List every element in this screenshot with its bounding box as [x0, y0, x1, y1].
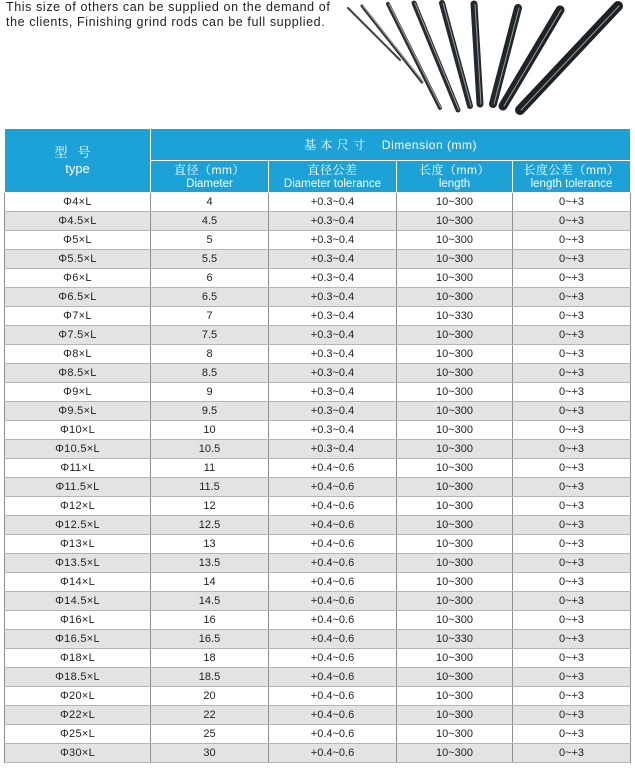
length-tolerance-cell: 0~+3 — [513, 725, 631, 744]
diameter-cell: 8 — [151, 345, 269, 364]
intro-text — [6, 0, 346, 30]
table-row — [5, 326, 631, 345]
length-cell: 10~300 — [397, 687, 513, 706]
type-cell: Φ4.5×L — [5, 212, 151, 231]
type-cell: Φ6×L — [5, 269, 151, 288]
type-cell: Φ7×L — [5, 307, 151, 326]
table-row — [5, 668, 631, 687]
length-tolerance-cell: 0~+3 — [513, 440, 631, 459]
table-row — [5, 212, 631, 231]
diameter-cell: 9.5 — [151, 402, 269, 421]
length-cell: 10~300 — [397, 478, 513, 497]
length-tolerance-cell: 0~+3 — [513, 535, 631, 554]
type-cell: Φ14.5×L — [5, 592, 151, 611]
length-cell: 10~300 — [397, 193, 513, 212]
dimension-group-header: 基 本 尺 寸 Dimension (mm) — [151, 129, 631, 161]
diameter-cell: 11 — [151, 459, 269, 478]
table-row — [5, 402, 631, 421]
diameter-cell: 13 — [151, 535, 269, 554]
table-row — [5, 706, 631, 725]
table-row — [5, 497, 631, 516]
diameter-tolerance-cell: +0.4~0.6 — [269, 706, 397, 725]
diameter-cell: 10 — [151, 421, 269, 440]
intro-line-1: This size of others can be supplied on the demand of — [6, 0, 331, 14]
length-cell: 10~300 — [397, 231, 513, 250]
diameter-tolerance-cell: +0.4~0.6 — [269, 611, 397, 630]
type-cell: Φ13.5×L — [5, 554, 151, 573]
type-cell: Φ6.5×L — [5, 288, 151, 307]
diameter-cell: 10.5 — [151, 440, 269, 459]
table-row — [5, 535, 631, 554]
column-header-diameter-tolerance — [269, 161, 397, 193]
column-header-cn: 直径公差 — [307, 162, 358, 177]
diameter-tolerance-cell: +0.4~0.6 — [269, 649, 397, 668]
diameter-tolerance-cell: +0.3~0.4 — [269, 421, 397, 440]
column-header-length-tolerance — [513, 161, 631, 193]
type-cell: Φ18.5×L — [5, 668, 151, 687]
diameter-tolerance-cell: +0.4~0.6 — [269, 725, 397, 744]
type-cell: Φ18×L — [5, 649, 151, 668]
type-header — [5, 129, 151, 193]
diameter-cell: 5 — [151, 231, 269, 250]
diameter-tolerance-cell: +0.3~0.4 — [269, 383, 397, 402]
diameter-tolerance-cell: +0.4~0.6 — [269, 687, 397, 706]
table-row — [5, 573, 631, 592]
diameter-tolerance-cell: +0.4~0.6 — [269, 573, 397, 592]
type-cell: Φ16×L — [5, 611, 151, 630]
length-tolerance-cell: 0~+3 — [513, 744, 631, 763]
diameter-cell: 7.5 — [151, 326, 269, 345]
length-cell: 10~300 — [397, 611, 513, 630]
length-tolerance-cell: 0~+3 — [513, 250, 631, 269]
column-header-cn: 长度公差（mm） — [523, 162, 620, 177]
length-tolerance-cell: 0~+3 — [513, 611, 631, 630]
table-row — [5, 269, 631, 288]
column-header-en: length — [438, 177, 471, 190]
product-rods-image — [340, 0, 635, 125]
type-header-cn: 型号 — [54, 144, 101, 160]
diameter-tolerance-cell: +0.4~0.6 — [269, 630, 397, 649]
type-cell: Φ16.5×L — [5, 630, 151, 649]
type-cell: Φ25×L — [5, 725, 151, 744]
diameter-cell: 4.5 — [151, 212, 269, 231]
column-header-cn: 直径（mm） — [174, 162, 245, 177]
diameter-tolerance-cell: +0.3~0.4 — [269, 307, 397, 326]
table-row — [5, 383, 631, 402]
length-cell: 10~300 — [397, 288, 513, 307]
table-row — [5, 307, 631, 326]
type-cell: Φ8.5×L — [5, 364, 151, 383]
diameter-cell: 5.5 — [151, 250, 269, 269]
table-row — [5, 231, 631, 250]
table-row — [5, 744, 631, 763]
length-tolerance-cell: 0~+3 — [513, 592, 631, 611]
type-cell: Φ7.5×L — [5, 326, 151, 345]
length-cell: 10~300 — [397, 554, 513, 573]
diameter-cell: 12.5 — [151, 516, 269, 535]
length-cell: 10~300 — [397, 345, 513, 364]
length-cell: 10~300 — [397, 535, 513, 554]
table-row — [5, 478, 631, 497]
diameter-tolerance-cell: +0.4~0.6 — [269, 497, 397, 516]
diameter-tolerance-cell: +0.4~0.6 — [269, 592, 397, 611]
diameter-cell: 13.5 — [151, 554, 269, 573]
length-cell: 10~300 — [397, 402, 513, 421]
length-tolerance-cell: 0~+3 — [513, 649, 631, 668]
diameter-tolerance-cell: +0.3~0.4 — [269, 269, 397, 288]
table-row — [5, 516, 631, 535]
type-cell: Φ8×L — [5, 345, 151, 364]
table-row — [5, 630, 631, 649]
diameter-cell: 25 — [151, 725, 269, 744]
length-tolerance-cell: 0~+3 — [513, 421, 631, 440]
table-row — [5, 725, 631, 744]
length-tolerance-cell: 0~+3 — [513, 269, 631, 288]
diameter-tolerance-cell: +0.4~0.6 — [269, 744, 397, 763]
type-cell: Φ12.5×L — [5, 516, 151, 535]
length-tolerance-cell: 0~+3 — [513, 307, 631, 326]
length-cell: 10~300 — [397, 744, 513, 763]
table-row — [5, 193, 631, 212]
diameter-cell: 12 — [151, 497, 269, 516]
column-header-en: Diameter — [186, 177, 233, 190]
table-row — [5, 649, 631, 668]
diameter-cell: 7 — [151, 307, 269, 326]
length-tolerance-cell: 0~+3 — [513, 383, 631, 402]
length-cell: 10~300 — [397, 649, 513, 668]
diameter-cell: 18 — [151, 649, 269, 668]
diameter-cell: 6 — [151, 269, 269, 288]
diameter-tolerance-cell: +0.3~0.4 — [269, 345, 397, 364]
diameter-tolerance-cell: +0.4~0.6 — [269, 535, 397, 554]
type-cell: Φ10.5×L — [5, 440, 151, 459]
table-body — [5, 193, 631, 763]
type-cell: Φ9×L — [5, 383, 151, 402]
diameter-tolerance-cell: +0.4~0.6 — [269, 554, 397, 573]
diameter-tolerance-cell: +0.3~0.4 — [269, 364, 397, 383]
table-row — [5, 687, 631, 706]
type-cell: Φ11×L — [5, 459, 151, 478]
length-tolerance-cell: 0~+3 — [513, 630, 631, 649]
diameter-tolerance-cell: +0.3~0.4 — [269, 440, 397, 459]
length-cell: 10~300 — [397, 592, 513, 611]
length-tolerance-cell: 0~+3 — [513, 478, 631, 497]
diameter-cell: 30 — [151, 744, 269, 763]
length-cell: 10~300 — [397, 725, 513, 744]
length-tolerance-cell: 0~+3 — [513, 364, 631, 383]
length-tolerance-cell: 0~+3 — [513, 706, 631, 725]
length-tolerance-cell: 0~+3 — [513, 345, 631, 364]
diameter-tolerance-cell: +0.4~0.6 — [269, 459, 397, 478]
table-row — [5, 288, 631, 307]
diameter-tolerance-cell: +0.4~0.6 — [269, 668, 397, 687]
type-cell: Φ5.5×L — [5, 250, 151, 269]
length-tolerance-cell: 0~+3 — [513, 573, 631, 592]
length-cell: 10~300 — [397, 706, 513, 725]
diameter-cell: 18.5 — [151, 668, 269, 687]
diameter-tolerance-cell: +0.3~0.4 — [269, 288, 397, 307]
diameter-cell: 16 — [151, 611, 269, 630]
length-cell: 10~330 — [397, 307, 513, 326]
length-tolerance-cell: 0~+3 — [513, 231, 631, 250]
diameter-tolerance-cell: +0.3~0.4 — [269, 231, 397, 250]
table-row — [5, 554, 631, 573]
diameter-tolerance-cell: +0.3~0.4 — [269, 250, 397, 269]
diameter-cell: 8.5 — [151, 364, 269, 383]
diameter-tolerance-cell: +0.3~0.4 — [269, 326, 397, 345]
type-cell: Φ12×L — [5, 497, 151, 516]
diameter-cell: 14 — [151, 573, 269, 592]
length-tolerance-cell: 0~+3 — [513, 554, 631, 573]
diameter-cell: 14.5 — [151, 592, 269, 611]
table-row — [5, 345, 631, 364]
length-cell: 10~300 — [397, 326, 513, 345]
type-header-en: type — [65, 160, 90, 176]
table-row — [5, 440, 631, 459]
length-tolerance-cell: 0~+3 — [513, 687, 631, 706]
diameter-cell: 6.5 — [151, 288, 269, 307]
type-cell: Φ30×L — [5, 744, 151, 763]
type-cell: Φ10×L — [5, 421, 151, 440]
diameter-tolerance-cell: +0.4~0.6 — [269, 478, 397, 497]
length-cell: 10~300 — [397, 269, 513, 288]
length-cell: 10~300 — [397, 421, 513, 440]
diameter-tolerance-cell: +0.4~0.6 — [269, 516, 397, 535]
length-cell: 10~300 — [397, 573, 513, 592]
length-cell: 10~330 — [397, 630, 513, 649]
length-tolerance-cell: 0~+3 — [513, 212, 631, 231]
type-cell: Φ22×L — [5, 706, 151, 725]
diameter-cell: 22 — [151, 706, 269, 725]
length-tolerance-cell: 0~+3 — [513, 193, 631, 212]
diameter-tolerance-cell: +0.3~0.4 — [269, 193, 397, 212]
type-cell: Φ9.5×L — [5, 402, 151, 421]
column-header-cn: 长度（mm） — [419, 162, 490, 177]
dimension-table — [4, 128, 631, 763]
length-cell: 10~300 — [397, 364, 513, 383]
type-cell: Φ4×L — [5, 193, 151, 212]
column-header-en: Diameter tolerance — [283, 177, 382, 190]
length-tolerance-cell: 0~+3 — [513, 668, 631, 687]
column-header-length — [397, 161, 513, 193]
length-tolerance-cell: 0~+3 — [513, 516, 631, 535]
diameter-cell: 20 — [151, 687, 269, 706]
type-cell: Φ14×L — [5, 573, 151, 592]
type-cell: Φ11.5×L — [5, 478, 151, 497]
table-row — [5, 592, 631, 611]
length-tolerance-cell: 0~+3 — [513, 459, 631, 478]
length-cell: 10~300 — [397, 497, 513, 516]
diameter-cell: 11.5 — [151, 478, 269, 497]
diameter-cell: 16.5 — [151, 630, 269, 649]
length-cell: 10~300 — [397, 440, 513, 459]
type-cell: Φ13×L — [5, 535, 151, 554]
length-tolerance-cell: 0~+3 — [513, 497, 631, 516]
length-tolerance-cell: 0~+3 — [513, 288, 631, 307]
table-row — [5, 364, 631, 383]
table-row — [5, 611, 631, 630]
table-row — [5, 250, 631, 269]
column-header-en: length tolerance — [530, 177, 613, 190]
length-cell: 10~300 — [397, 383, 513, 402]
intro-line-2: the clients, Finishing grind rods can be full supplied. — [6, 15, 326, 29]
diameter-cell: 4 — [151, 193, 269, 212]
diameter-tolerance-cell: +0.3~0.4 — [269, 402, 397, 421]
length-cell: 10~300 — [397, 212, 513, 231]
length-tolerance-cell: 0~+3 — [513, 326, 631, 345]
diameter-tolerance-cell: +0.3~0.4 — [269, 212, 397, 231]
type-cell: Φ5×L — [5, 231, 151, 250]
table-row — [5, 421, 631, 440]
length-cell: 10~300 — [397, 668, 513, 687]
column-header-diameter — [151, 161, 269, 193]
type-cell: Φ20×L — [5, 687, 151, 706]
length-cell: 10~300 — [397, 250, 513, 269]
table-row — [5, 459, 631, 478]
length-cell: 10~300 — [397, 516, 513, 535]
length-cell: 10~300 — [397, 459, 513, 478]
diameter-cell: 9 — [151, 383, 269, 402]
length-tolerance-cell: 0~+3 — [513, 402, 631, 421]
